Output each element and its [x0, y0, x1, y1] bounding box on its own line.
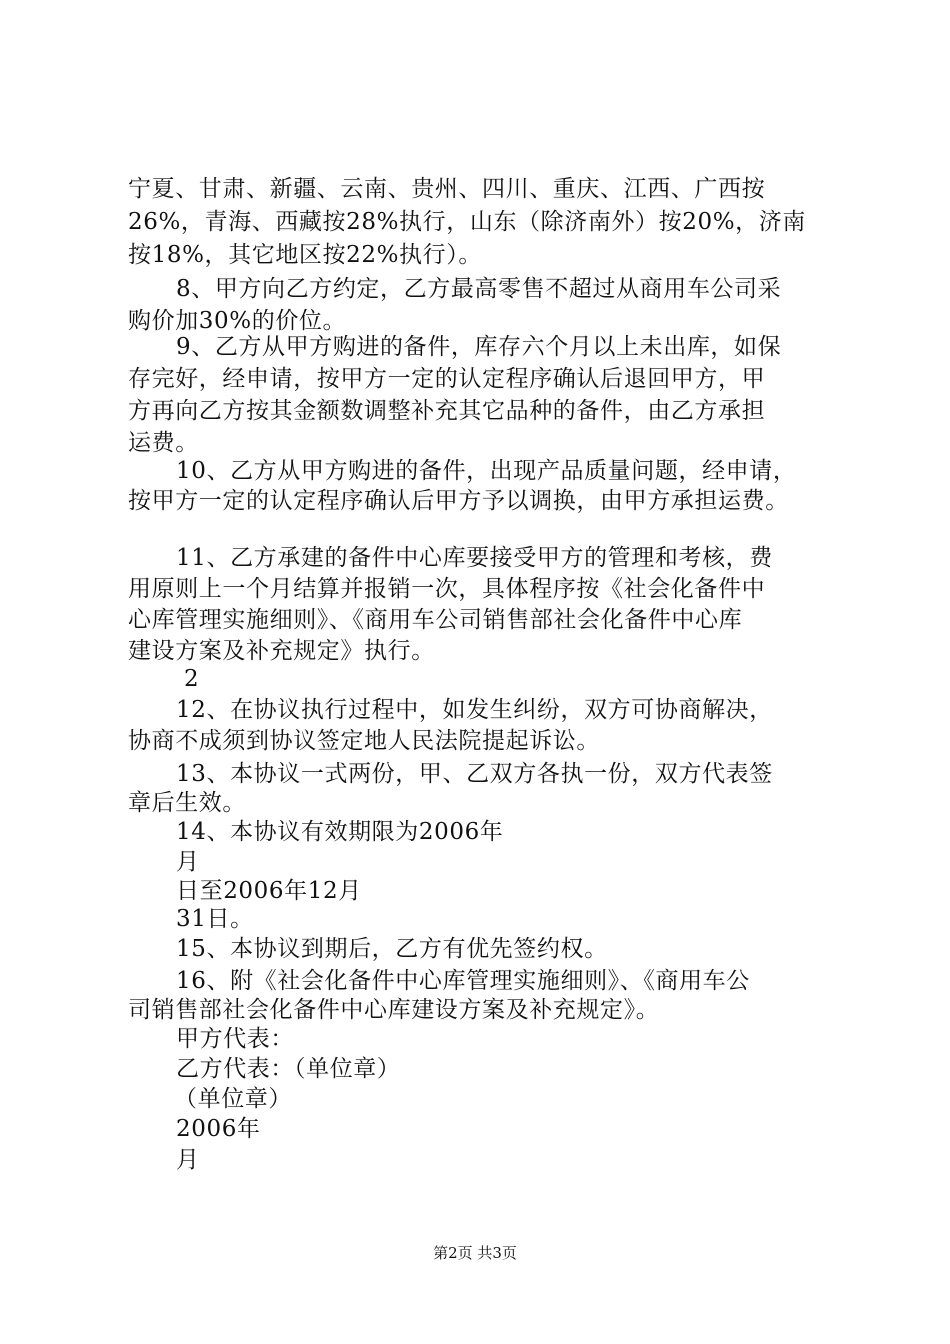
page-marker: 2 [184, 666, 200, 692]
text-line: 按18%，其它地区按22%执行）。 [128, 242, 482, 268]
text-line: 运费。 [128, 430, 199, 456]
signature-line-party-b: 乙方代表：（单位章） [176, 1056, 401, 1082]
text-line: 用原则上一个月结算并报销一次，具体程序按《社会化备件中 [128, 576, 766, 602]
text-line: 日至2006年12月 [176, 878, 362, 904]
text-line: 建设方案及补充规定》执行。 [128, 638, 435, 664]
seal-line: （单位章） [174, 1086, 292, 1112]
text-line: 协商不成须到协议签定地人民法院提起诉讼。 [128, 728, 600, 754]
text-line: 司销售部社会化备件中心库建设方案及补充规定》。 [128, 997, 660, 1023]
text-line: 11、乙方承建的备件中心库要接受甲方的管理和考核，费 [176, 545, 773, 571]
text-line: 9、乙方从甲方购进的备件，库存六个月以上未出库，如保 [176, 334, 782, 360]
text-line: 8、甲方向乙方约定，乙方最高零售不超过从商用车公司采 [176, 276, 782, 302]
text-line: 16、附《社会化备件中心库管理实施细则》、《商用车公 [176, 968, 750, 994]
signature-line-party-a: 甲方代表： [176, 1026, 294, 1052]
text-line: 14、本协议有效期限为2006年 [176, 819, 504, 845]
text-line: 26%，青海、西藏按28%执行，山东（除济南外）按20%，济南 [128, 209, 806, 235]
text-line: 方再向乙方按其金额数调整补充其它品种的备件，由乙方承担 [128, 398, 766, 424]
text-line: 宁夏、甘肃、新疆、云南、贵州、四川、重庆、江西、广西按 [128, 176, 766, 202]
page-footer: 第2页 共3页 [433, 1244, 517, 1262]
text-line: 心库管理实施细则》、《商用车公司销售部社会化备件中心库 [128, 607, 743, 633]
text-line: 章后生效。 [128, 790, 246, 816]
date-line-month: 月 [176, 1147, 200, 1173]
date-line-year: 2006年 [176, 1116, 261, 1142]
text-line: 10、乙方从甲方购进的备件，出现产品质量问题，经申请， [176, 458, 797, 484]
text-line: 按甲方一定的认定程序确认后甲方予以调换，由甲方承担运费。 [128, 488, 789, 514]
text-line: 31日。 [176, 906, 254, 932]
text-line: 13、本协议一式两份，甲、乙双方各执一份，双方代表签 [176, 761, 773, 787]
text-line: 存完好，经申请，按甲方一定的认定程序确认后退回甲方，甲 [128, 366, 766, 392]
text-line: 购价加30%的价位。 [128, 308, 347, 334]
text-line: 15、本协议到期后，乙方有优先签约权。 [176, 936, 608, 962]
text-line: 12、在协议执行过程中，如发生纠纷，双方可协商解决， [176, 697, 773, 723]
text-line: 月 [176, 849, 200, 875]
